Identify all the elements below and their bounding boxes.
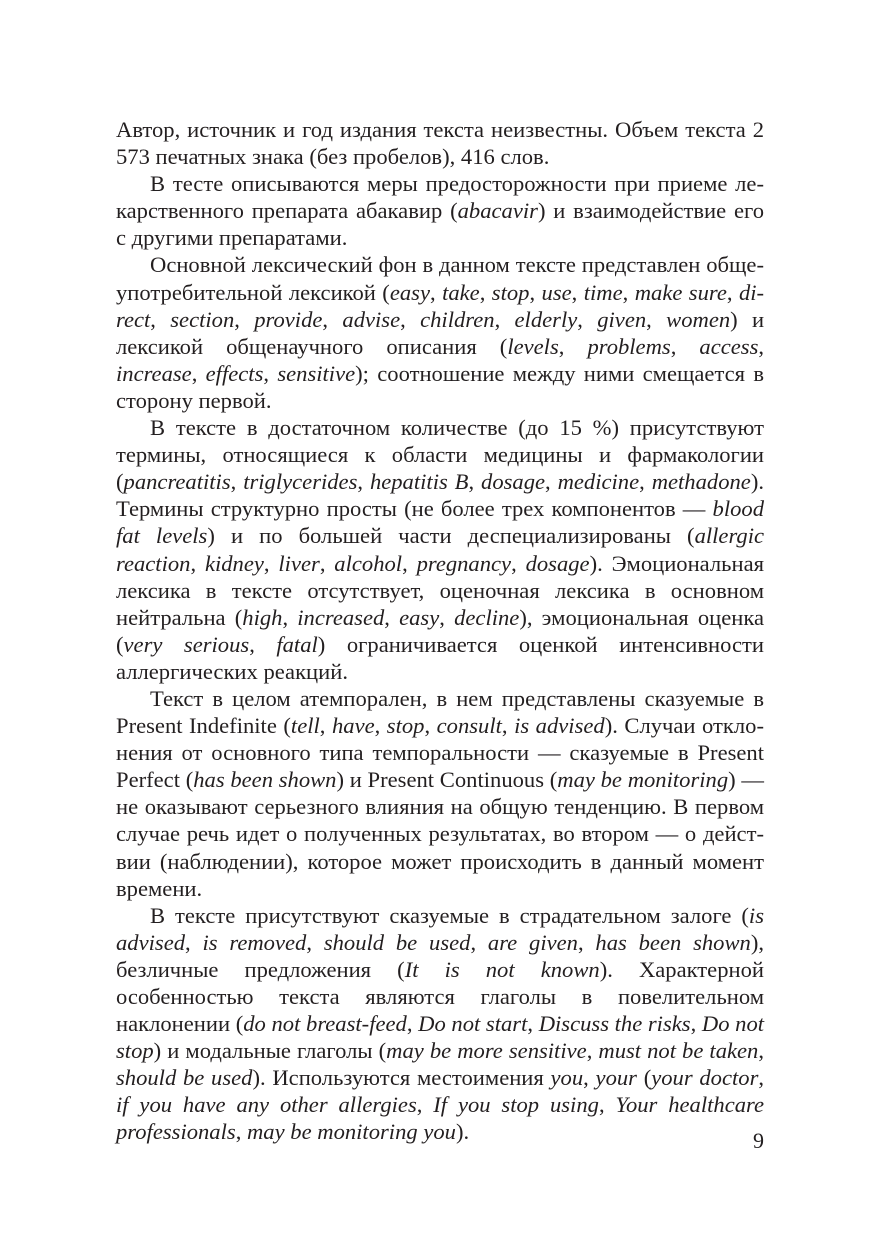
example-term: have xyxy=(331,713,375,739)
example-term: is advised xyxy=(116,902,764,955)
example-term: dosage xyxy=(525,550,590,576)
example-term: has been shown xyxy=(193,767,337,793)
example-term: pregnancy xyxy=(416,550,512,576)
example-term: alcohol xyxy=(334,550,403,576)
example-term: stop xyxy=(386,713,425,739)
example-term: allergic reaction xyxy=(116,523,764,576)
body-text xyxy=(116,116,764,1146)
example-term: elderly xyxy=(514,306,578,332)
example-term: decline xyxy=(454,604,520,630)
example-term: Do not start xyxy=(418,1011,528,1037)
example-term: high xyxy=(242,604,283,630)
example-term: given xyxy=(597,306,647,332)
example-term: make sure xyxy=(634,279,727,305)
example-term: has been shown xyxy=(595,929,751,955)
example-term: pancreatitis xyxy=(123,469,231,495)
paragraph: Автор, источник и год издания текста неизвестны. Объем текста 2 573 печатных знака (без пробелов), 416 слов. xyxy=(116,117,764,170)
example-term: use xyxy=(541,279,572,305)
example-term: time xyxy=(583,279,623,305)
example-term: your doctor xyxy=(651,1065,759,1091)
example-term: dosage xyxy=(481,469,546,495)
paragraph: В тексте присутствуют сказуемые в страдательном залоге (is advised, is removed, should be used, are given, has been shown), безличные предложения (It is not known). Характерной особенностью текста являются глаголы в повелительном наклонении (do not breast-feed, Do not start, Discuss the risks, Do not stop) и модальные глаголы (may be more sensitive, must not be taken, should be used). Используются местоимения you, your (your doctor, if you have any other allergies, If you stop using, Your healthcare professionals, may be monitoring you). xyxy=(116,902,765,1145)
example-term: must not be taken xyxy=(598,1038,759,1064)
example-term: levels xyxy=(507,333,559,359)
example-term: methadone xyxy=(651,469,751,495)
example-term: women xyxy=(666,306,731,332)
paragraph: Основной лексический фон в данном тексте представлен общеупотребительной лексикой (easy, take, stop, use, time, make sure, direct, section, provide, advise, children, elderly, given, women) и лексикой общенаучного описания (levels, problems, access, increase, effects, sensitive); соотношение между ними смещается в сторону первой. xyxy=(116,252,765,413)
example-term: is advised xyxy=(514,713,605,739)
example-term: Do not stop xyxy=(116,1011,765,1064)
example-term: should be used xyxy=(116,1065,253,1091)
paragraph: В тесте описываются меры предосторожности при приеме лекарственного препарата абакавир (abacavir) и взаимодействие его с другими препаратами. xyxy=(116,171,764,251)
example-term: very serious xyxy=(123,631,250,657)
example-term: It is not known xyxy=(404,956,600,982)
example-term: may be monitoring you xyxy=(246,1119,456,1145)
example-term: stop xyxy=(491,279,530,305)
example-term: access xyxy=(699,333,759,359)
example-term: liver xyxy=(278,550,320,576)
example-term: should be used xyxy=(323,929,471,955)
example-term: consult xyxy=(436,713,502,739)
example-term: may be monitoring xyxy=(557,767,729,793)
example-term: fatal xyxy=(276,631,318,657)
example-term: Your healthcare professionals xyxy=(116,1092,764,1145)
example-term: blood fat levels xyxy=(116,496,764,549)
example-term: is removed xyxy=(202,929,307,955)
example-term: increased xyxy=(297,604,385,630)
example-term: Discuss the risks xyxy=(538,1011,691,1037)
example-term: take xyxy=(442,279,480,305)
example-term: if you have any other allergies xyxy=(116,1092,417,1118)
example-term: effects xyxy=(205,360,264,386)
example-term: medicine xyxy=(557,469,640,495)
example-term: easy xyxy=(399,604,440,630)
example-term: increase xyxy=(116,360,192,386)
example-term: abacavir xyxy=(457,198,538,224)
example-term: tell xyxy=(290,713,320,739)
example-term: problems xyxy=(587,333,671,359)
example-term: sensitive xyxy=(277,360,356,386)
example-term: advise xyxy=(342,306,401,332)
example-term: hepatitis B xyxy=(369,469,469,495)
example-term: triglycerides xyxy=(243,469,358,495)
example-term: kidney xyxy=(204,550,264,576)
example-term: easy xyxy=(389,279,430,305)
example-term: do not breast-feed xyxy=(243,1011,407,1037)
paragraph: В тексте в достаточном количестве (до 15 %) присутствуют термины, относящиеся к области медицины и фармакологии (pancreatitis, triglycerides, hepatitis B, dosage, medicine, methadone). Термины структурно просты (не более трех компонентов — blood fat levels) и по большей части деспециализированы (allergic reaction, kidney, liver, alcohol, pregnancy, dosage). Эмоциональная лексика в тексте отсутствует, оценочная лексика в основном нейтральна (high, increased, easy, decline), эмоциональная оценка (very serious, fatal) ограничивается оценкой интенсивности аллергических реакций. xyxy=(116,415,765,684)
example-term: you xyxy=(550,1065,584,1091)
example-term: section xyxy=(170,306,235,332)
paragraph: Текст в целом атемпорален, в нем представлены сказуемые в Present Indefinite (tell, have, stop, consult, is advised). Случаи отклонения от основного типа темпоральности — сказуемые в Present Perfect (has been shown) и Present Continuous (may be monitoring) — не оказывают серьезного влияния на общую тенденцию. В первом случае речь идет о полученных результатах, во втором — о действии (наблюдении), которое может происходить в данный момент времени. xyxy=(116,685,764,901)
example-term: your xyxy=(595,1065,637,1091)
page-number: 9 xyxy=(753,1128,764,1153)
example-term: children xyxy=(420,306,495,332)
example-term: are given xyxy=(487,929,578,955)
example-term: may be more sensitive xyxy=(386,1038,587,1064)
example-term: If you stop using xyxy=(433,1092,599,1118)
example-term: provide xyxy=(254,306,323,332)
example-term: direct xyxy=(116,279,765,332)
